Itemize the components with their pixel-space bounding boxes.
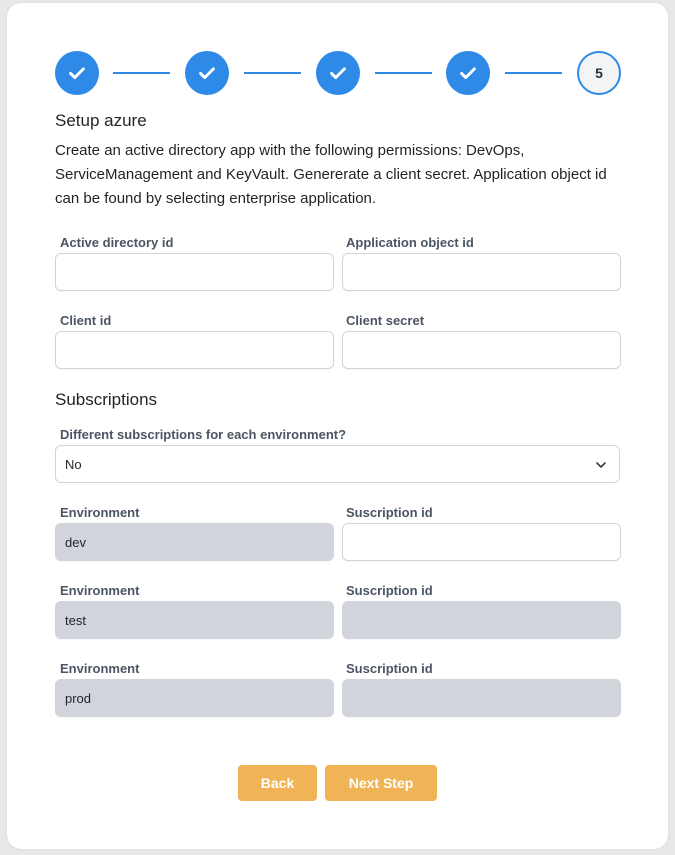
subscription-id-field-disabled [342,601,621,639]
step-1-complete[interactable] [55,51,99,95]
setup-description: Create an active directory app with the following permissions: DevOps, ServiceManagement and KeyVault. Genererate a client secret. Application object id can be found by selecting enterprise application. [55,142,607,207]
subscription-id-label: Suscription id [346,583,433,598]
client-secret-label: Client secret [346,313,425,328]
check-icon [66,62,88,84]
subscription-id-label: Suscription id [346,661,433,676]
current-step-number: 5 [595,65,603,81]
environment-value: test [65,612,86,628]
environment-label: Environment [60,661,140,676]
subscriptions-title: Subscriptions [55,390,158,409]
setup-title: Setup azure [55,111,147,130]
check-icon [196,62,218,84]
environment-label: Environment [60,583,140,598]
application-object-id-input[interactable] [342,253,621,291]
environment-value: prod [65,690,92,706]
check-icon [327,62,349,84]
step-connector [113,72,170,74]
application-object-id-label: Application object id [346,235,474,250]
back-button[interactable]: Back [238,765,317,801]
subscription-id-label: Suscription id [346,505,433,520]
different-subscriptions-label: Different subscriptions for each environment? [60,427,347,442]
step-3-complete[interactable] [316,51,360,95]
step-connector [244,72,301,74]
step-5-current[interactable] [577,51,621,95]
environment-label: Environment [60,505,140,520]
stepper [55,51,621,95]
setup-card [7,3,668,849]
environment-field [55,679,334,717]
environment-field [55,601,334,639]
different-subscriptions-select[interactable] [55,445,620,483]
environment-field [55,523,334,561]
step-4-complete[interactable] [446,51,490,95]
different-subscriptions-value: No [65,456,82,472]
client-id-label: Client id [60,313,112,328]
step-connector [505,72,562,74]
active-directory-id-label: Active directory id [60,235,174,250]
client-secret-input[interactable] [342,331,621,369]
next-step-button[interactable]: Next Step [325,765,437,801]
subscription-id-input[interactable] [342,523,621,561]
step-2-complete[interactable] [185,51,229,95]
active-directory-id-input[interactable] [55,253,334,291]
step-connector [375,72,432,74]
subscription-id-field-disabled [342,679,621,717]
client-id-input[interactable] [55,331,334,369]
environment-value: dev [65,534,86,550]
chevron-down-icon [595,459,607,471]
check-icon [457,62,479,84]
